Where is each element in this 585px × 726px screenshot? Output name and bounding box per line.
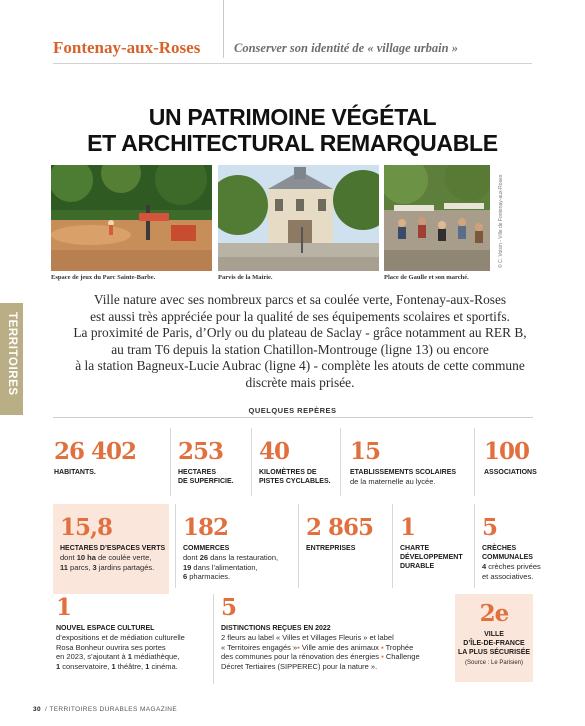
- intro-line: La proximité de Paris, d’Orly ou du plateau de Saclay - grâce notamment au RER B,: [73, 325, 527, 341]
- stat-text-bold: 3: [92, 562, 97, 572]
- stat-label: CHARTE: [400, 545, 430, 552]
- page-footer: [33, 706, 177, 713]
- stat-text-part: des communes pour la rénovation des énergies: [221, 652, 382, 661]
- stat-label: COMMUNALES: [482, 554, 533, 561]
- bullet-icon: ▪: [381, 652, 384, 661]
- stat-habitants: [54, 440, 136, 477]
- stat-label: DE SUPERFICIE.: [178, 478, 234, 485]
- divider: [392, 504, 393, 588]
- header-divider: [223, 0, 224, 58]
- stat-text: Décret Tertiaires (SIPPEREC) pour la nature ».: [221, 661, 378, 671]
- stat-text: [221, 643, 420, 653]
- divider: [213, 594, 214, 684]
- stat-text-bold: 4: [482, 562, 487, 571]
- divider: [170, 428, 171, 496]
- stat-associations: [484, 440, 537, 477]
- stat-text-part: pharmacies.: [187, 572, 231, 581]
- page-header: [0, 0, 585, 70]
- stat-commerces: [183, 516, 278, 582]
- stat-number: 100: [484, 438, 530, 465]
- stat-text-part: Ville amie des animaux: [299, 642, 381, 652]
- photo-parc-sainte-barbe: [51, 165, 212, 271]
- stat-label: HECTARES D’ESPACES VERTS: [60, 545, 166, 552]
- divider: [175, 504, 176, 588]
- stat-pistes-cyclables: [259, 440, 331, 486]
- photo-credit: [496, 168, 504, 268]
- stat-text: 2 fleurs au label « Villes et Villages Fleuris » et label: [221, 633, 394, 642]
- section-tab-label: TERRITOIRES: [6, 312, 18, 396]
- photo-parvis-mairie: [218, 165, 379, 271]
- stat-text-part: crèches privées: [486, 562, 541, 571]
- stat-label: ASSOCIATIONS: [484, 469, 537, 476]
- stat-label: D’ÎLE-DE-FRANCE: [463, 640, 525, 647]
- stat-number: 2 865: [306, 514, 374, 541]
- stat-number: 2e: [479, 600, 509, 627]
- photo-caption: Parvis de la Mairie.: [218, 274, 273, 281]
- stat-number: 40: [259, 438, 290, 465]
- stat-espace-culturel: [56, 596, 185, 671]
- stat-text-part: parcs,: [67, 562, 93, 572]
- stat-text-part: dont: [60, 553, 77, 562]
- stat-securite: [455, 602, 533, 669]
- stat-number: 253: [178, 438, 224, 465]
- stat-label: ETABLISSEMENTS SCOLAIRES: [350, 469, 457, 476]
- stat-espaces-verts: [60, 516, 165, 572]
- stat-text-part: dont: [183, 553, 200, 562]
- intro-line: discrète mais prisée.: [245, 374, 355, 390]
- section-tab: [0, 303, 23, 415]
- stat-number: 5: [221, 594, 237, 621]
- stat-text-part: Challenge: [383, 652, 420, 661]
- header-rule: [53, 63, 532, 64]
- stat-label: PISTES CYCLABLES.: [259, 478, 331, 485]
- header-subtitle: Conserver son identité de « village urbain »: [234, 41, 458, 55]
- stat-text-part: conservatoire,: [60, 661, 112, 671]
- stat-label: LA PLUS SÉCURISÉE: [457, 649, 531, 656]
- stat-number: 182: [183, 514, 229, 541]
- stat-label: HECTARES: [178, 469, 216, 476]
- intro-line: est aussi très appréciée pour la qualité de ses équipements scolaires et sportifs.: [90, 308, 510, 324]
- stat-creches: [482, 516, 541, 581]
- main-title-line2: ET ARCHITECTURAL REMARQUABLE: [87, 130, 498, 156]
- stat-text-bold: 10 ha: [76, 553, 96, 562]
- divider: [474, 428, 475, 496]
- stat-label: DURABLE: [400, 563, 435, 570]
- main-title-line1: UN PATRIMOINE VÉGÉTAL: [148, 104, 437, 130]
- stat-text: [60, 563, 165, 573]
- stat-text: [482, 562, 541, 572]
- reperes-rule: [53, 417, 533, 418]
- stat-text: et associatives.: [482, 571, 534, 581]
- stat-label: CRÈCHES: [482, 545, 517, 552]
- stat-text-bold: 19: [183, 562, 192, 572]
- stat-text: [183, 572, 278, 582]
- photo-place-de-gaulle: [384, 165, 490, 271]
- stat-label: HABITANTS.: [54, 469, 96, 476]
- city-title: Fontenay-aux-Roses: [53, 38, 201, 57]
- magazine-name: / TERRITOIRES DURABLES MAGAZINE: [45, 706, 178, 713]
- stat-number: 1: [400, 514, 416, 541]
- stat-charte: [400, 516, 463, 571]
- stat-text-bold: 1: [111, 661, 116, 671]
- page-number: 30: [33, 706, 42, 713]
- stat-label: DISTINCTIONS REÇUES EN 2022: [221, 625, 331, 632]
- photo-credit-text: © C. Voisin - Ville de Fontenay-aux-Roses: [498, 174, 504, 268]
- stat-text-bold: 26: [199, 553, 209, 562]
- divider: [340, 428, 341, 496]
- stat-text-part: médiathèque,: [131, 652, 180, 661]
- stat-text-bold: 11: [60, 562, 68, 572]
- stat-number: 15: [350, 438, 381, 465]
- stat-text: [183, 553, 278, 563]
- reperes-heading: QUELQUES REPÈRES: [248, 406, 337, 415]
- stat-label: VILLE: [484, 631, 504, 638]
- stat-text-part: Trophée: [383, 642, 414, 652]
- stat-text-part: « Territoires engagés »: [221, 642, 298, 652]
- stat-distinctions: [221, 596, 420, 671]
- stat-source: (Source : Le Parisien): [464, 660, 524, 666]
- intro-line: au tram T6 depuis la station Chatillon-Montrouge (ligne 13) ou encore: [111, 341, 489, 357]
- stat-text: [221, 652, 420, 662]
- stat-label: DÉVELOPPEMENT: [400, 554, 463, 561]
- stat-text: de la maternelle au lycée.: [350, 477, 436, 486]
- divider: [251, 428, 252, 496]
- stat-text: d’expositions et de médiation culturelle: [56, 633, 185, 642]
- stat-text-part: jardins partagés.: [96, 562, 155, 572]
- stat-text-part: théâtre,: [115, 661, 146, 671]
- stat-text: [60, 553, 165, 563]
- divider: [298, 504, 299, 588]
- stat-text-part: de coulée verte,: [95, 553, 152, 562]
- stat-label: COMMERCES: [183, 545, 230, 552]
- stat-number: 1: [56, 594, 72, 621]
- stat-text: Rosa Bonheur ouvrira ses portes: [56, 642, 166, 652]
- stat-number: 5: [482, 514, 498, 541]
- stat-number: 26 402: [54, 438, 137, 465]
- stat-text-bold: 6: [183, 572, 188, 581]
- stat-number: 15,8: [60, 514, 113, 541]
- stat-label: NOUVEL ESPACE CULTUREL: [56, 625, 155, 632]
- divider: [474, 504, 475, 588]
- stat-text: [56, 652, 185, 662]
- bullet-icon: ▪: [381, 642, 384, 652]
- stat-text: [56, 662, 185, 672]
- photo-caption: Place de Gaulle et son marché.: [384, 274, 469, 281]
- stat-text-bold: 1: [127, 652, 132, 661]
- stat-text-part: en 2023, s’ajoutant à: [56, 652, 128, 661]
- stat-text-part: dans l’alimentation,: [191, 562, 258, 572]
- stat-text-bold: 1: [56, 661, 61, 671]
- stat-text-part: cinéma.: [149, 661, 178, 671]
- stat-text-part: dans la restauration,: [208, 553, 279, 562]
- bullet-icon: ▪: [297, 642, 300, 652]
- intro-paragraph: [60, 292, 540, 392]
- stat-hectares: [178, 440, 234, 486]
- stat-label: KILOMÈTRES DE: [259, 469, 317, 476]
- stat-text: [183, 563, 278, 573]
- intro-line: à la station Bagneux-Lucie Aubrac (ligne 4) - complète les atouts de cette commune: [75, 358, 525, 374]
- stat-entreprises: [306, 516, 373, 553]
- stat-label: ENTREPRISES: [306, 545, 356, 552]
- stat-etablissements: [350, 440, 456, 487]
- stat-text-bold: 1: [145, 661, 150, 671]
- intro-line: Ville nature avec ses nombreux parcs et sa coulée verte, Fontenay-aux-Roses: [93, 292, 507, 307]
- photo-caption: Espace de jeux du Parc Sainte-Barbe.: [51, 274, 156, 281]
